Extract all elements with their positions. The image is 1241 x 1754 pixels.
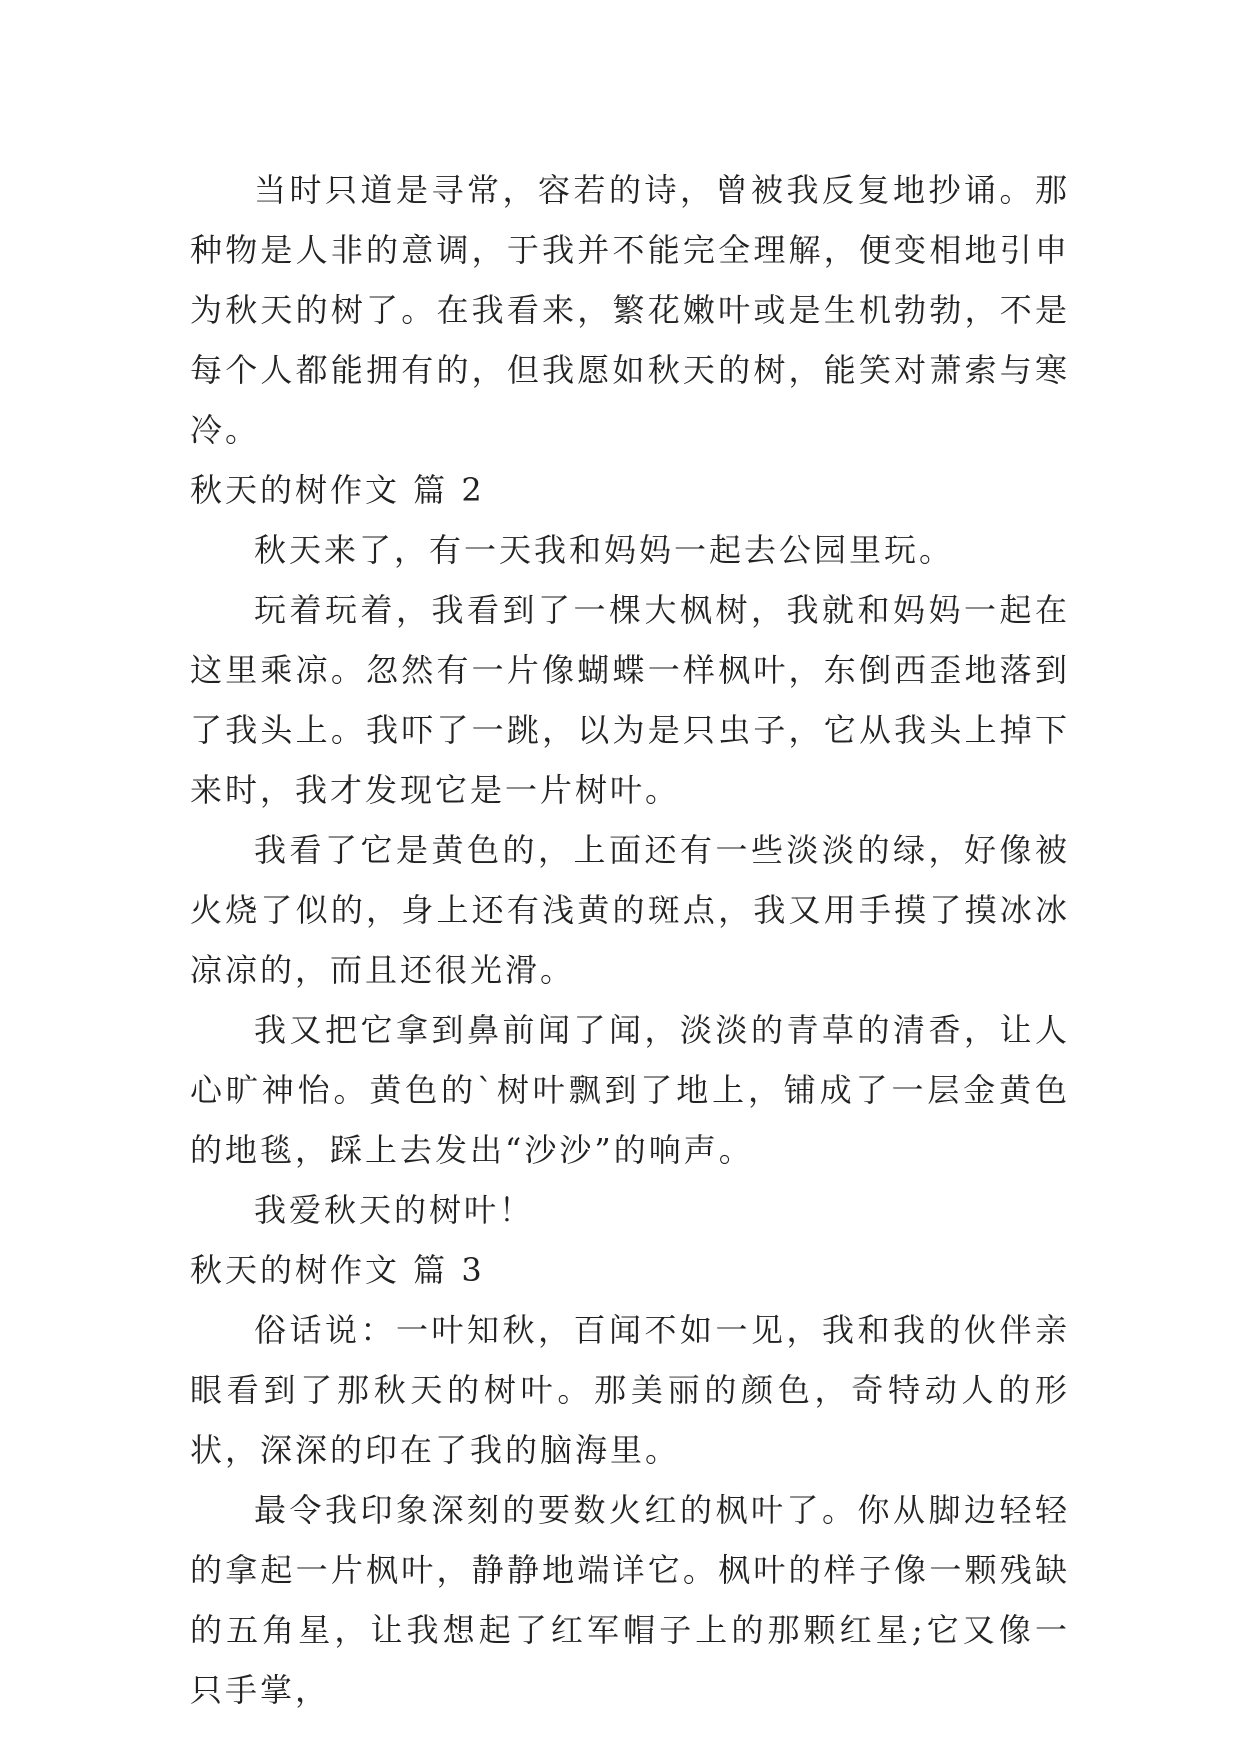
paragraph: 我看了它是黄色的，上面还有一些淡淡的绿，好像被火烧了似的，身上还有浅黄的斑点，我又用手摸了摸冰冰凉凉的，而且还很光滑。 <box>190 831 1070 989</box>
paragraph: 我爱秋天的树叶！ <box>254 1191 535 1229</box>
paragraph: 玩着玩着，我看到了一棵大枫树，我就和妈妈一起在这里乘凉。忽然有一片像蝴蝶一样枫叶，东倒西歪地落到了我头上。我吓了一跳，以为是只虫子，它从我头上掉下来时，我才发现它是一片树叶。 <box>190 591 1070 809</box>
section-heading: 秋天的树作文 篇 2 <box>190 471 485 509</box>
document-body <box>190 160 1070 1720</box>
paragraph: 最令我印象深刻的要数火红的枫叶了。你从脚边轻轻的拿起一片枫叶，静静地端详它。枫叶的样子像一颗残缺的五角星，让我想起了红军帽子上的那颗红星;它又像一只手掌， <box>190 1491 1070 1709</box>
paragraph: 俗话说：一叶知秋，百闻不如一见，我和我的伙伴亲眼看到了那秋天的树叶。那美丽的颜色，奇特动人的形状，深深的印在了我的脑海里。 <box>190 1311 1070 1469</box>
paragraph: 我又把它拿到鼻前闻了闻，淡淡的青草的清香，让人心旷神怡。黄色的`树叶飘到了地上，铺成了一层金黄色的地毯，踩上去发出“沙沙”的响声。 <box>190 1011 1070 1169</box>
paragraph: 当时只道是寻常，容若的诗，曾被我反复地抄诵。那种物是人非的意调，于我并不能完全理解，便变相地引申为秋天的树了。在我看来，繁花嫩叶或是生机勃勃，不是每个人都能拥有的，但我愿如秋天的树，能笑对萧索与寒冷。 <box>190 171 1070 449</box>
section-heading: 秋天的树作文 篇 3 <box>190 1251 485 1289</box>
paragraph: 秋天来了，有一天我和妈妈一起去公园里玩。 <box>254 531 955 569</box>
